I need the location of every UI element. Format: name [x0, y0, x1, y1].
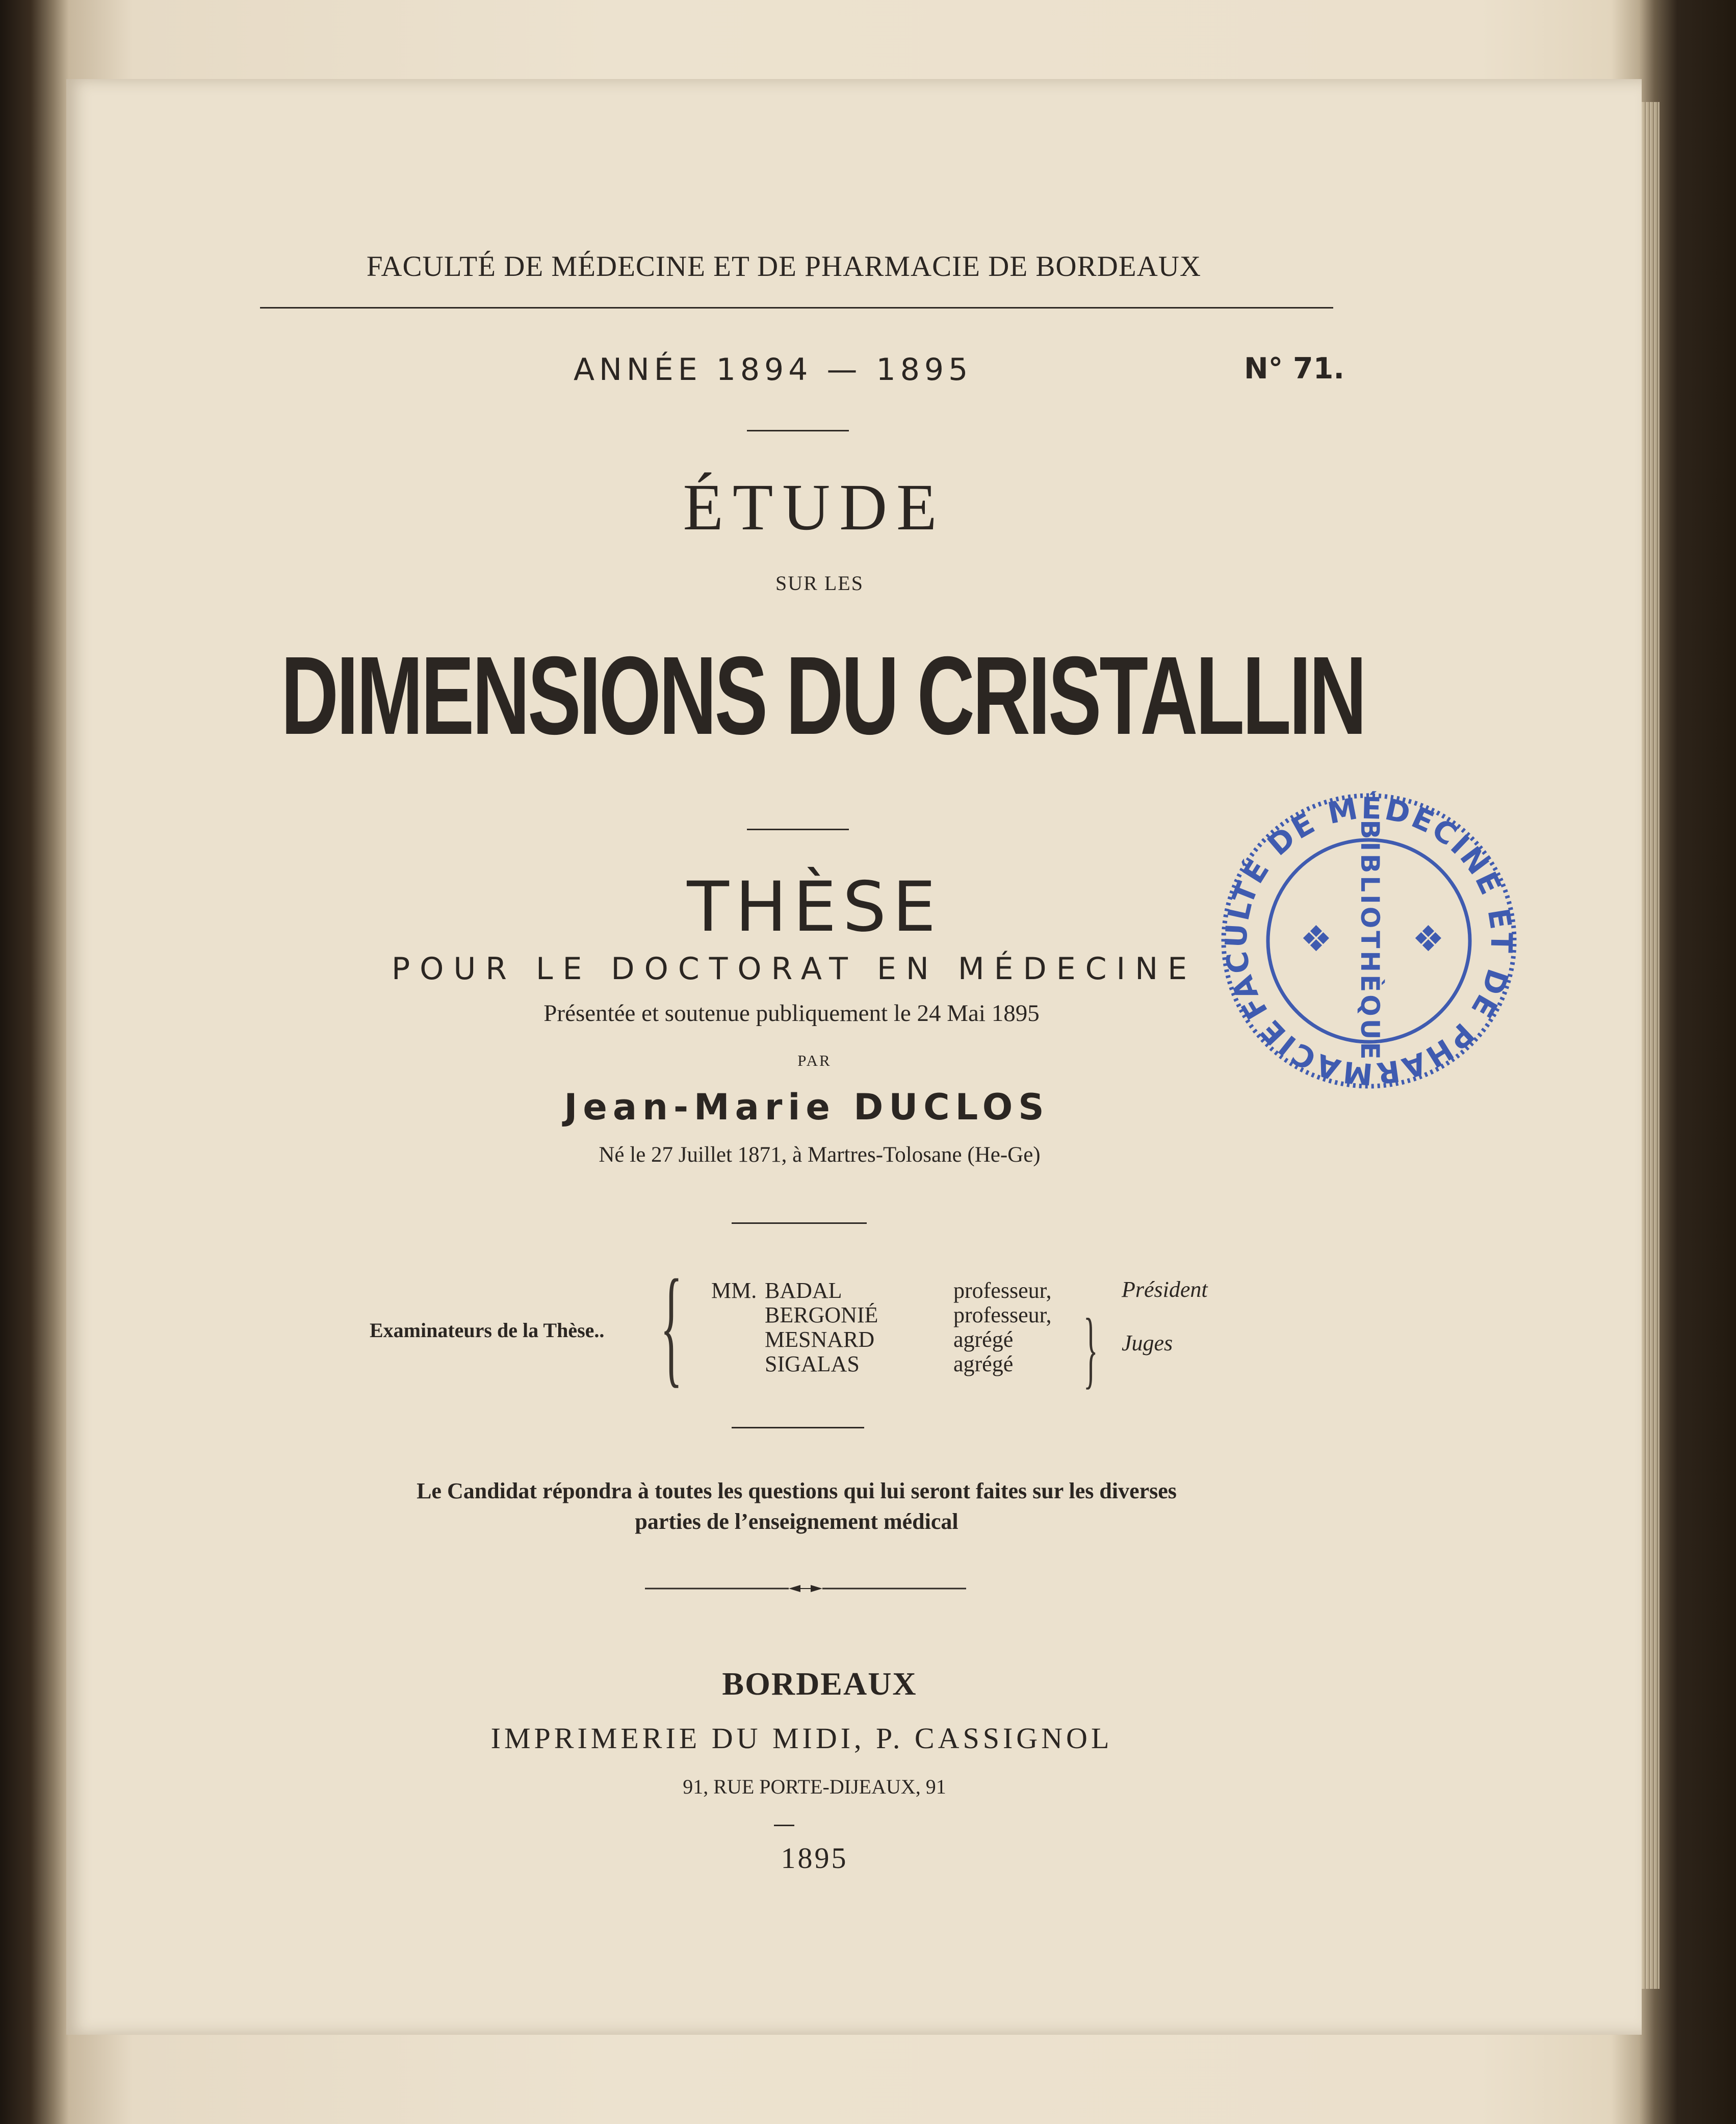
examiner-title: agrégé [953, 1351, 1014, 1376]
thesis-heading: THÈSE [687, 867, 942, 947]
by-label: PAR [797, 1052, 832, 1069]
academic-year: ANNÉE 1894 — 1895 [574, 352, 973, 388]
header-rule [260, 307, 1333, 309]
candidate-note-line2: parties de l’enseignement médical [635, 1509, 958, 1534]
examiner-name: SIGALAS [765, 1351, 860, 1376]
svg-text:BIBLIOTHÈQUE: BIBLIOTHÈQUE [1355, 820, 1385, 1062]
examiner-title: professeur, [953, 1278, 1052, 1303]
svg-text:❖: ❖ [1412, 918, 1444, 960]
page-edge-stack [1639, 102, 1660, 1989]
city: BORDEAUX [722, 1666, 917, 1702]
thesis-number: N° 71. [1244, 352, 1345, 386]
judges-label: Juges [1122, 1330, 1173, 1355]
title-dimensions: DIMENSIONS DU CRISTALLIN [280, 634, 1365, 758]
left-brace: { [660, 1252, 683, 1399]
short-rule-3 [732, 1222, 867, 1224]
examiner-title: professeur, [953, 1302, 1052, 1327]
short-rule-1 [747, 430, 849, 431]
examiners-prefix: MM. [711, 1278, 757, 1303]
doctorate-line: POUR LE DOCTORAT EN MÉDECINE [391, 951, 1197, 987]
examiner-title: agrégé [953, 1327, 1014, 1352]
address: 91, RUE PORTE-DIJEAUX, 91 [683, 1775, 946, 1798]
examiner-name: MESNARD [765, 1327, 875, 1352]
author-name: Jean-Marie DUCLOS [564, 1086, 1050, 1128]
birth-line: Né le 27 Juillet 1871, à Martres-Tolosane (He-Ge) [599, 1143, 1041, 1167]
print-year: 1895 [781, 1841, 848, 1875]
library-stamp [1216, 788, 1522, 1094]
examiners-label: Examinateurs de la Thèse.. [370, 1319, 605, 1342]
faculty-header: FACULTÉ DE MÉDECINE ET DE PHARMACIE DE BORDEAUX [366, 250, 1202, 283]
title-sur-les: SUR LES [775, 572, 864, 595]
examiner-name: BERGONIÉ [765, 1302, 878, 1327]
president-role: Président [1122, 1277, 1208, 1302]
right-brace: } [1083, 1301, 1098, 1397]
short-rule-2 [747, 829, 849, 830]
svg-text:❖: ❖ [1300, 918, 1332, 960]
title-etude: ÉTUDE [683, 471, 946, 544]
printer: IMPRIMERIE DU MIDI, P. CASSIGNOL [490, 1722, 1113, 1755]
svg-text:FACULTÉ DE MÉDECINE ET DE PHAR: FACULTÉ DE MÉDECINE ET DE PHARMACIE [1219, 790, 1519, 1092]
examiner-name: BADAL [765, 1278, 842, 1303]
candidate-note-line1: Le Candidat répondra à toutes les questions qui lui seront faites sur les diverses [417, 1478, 1177, 1503]
presentation-line: Présentée et soutenue publiquement le 24 Mai 1895 [543, 1000, 1040, 1027]
short-rule-5 [774, 1825, 794, 1826]
short-rule-4 [732, 1427, 864, 1428]
ornamental-rule [645, 1581, 966, 1596]
